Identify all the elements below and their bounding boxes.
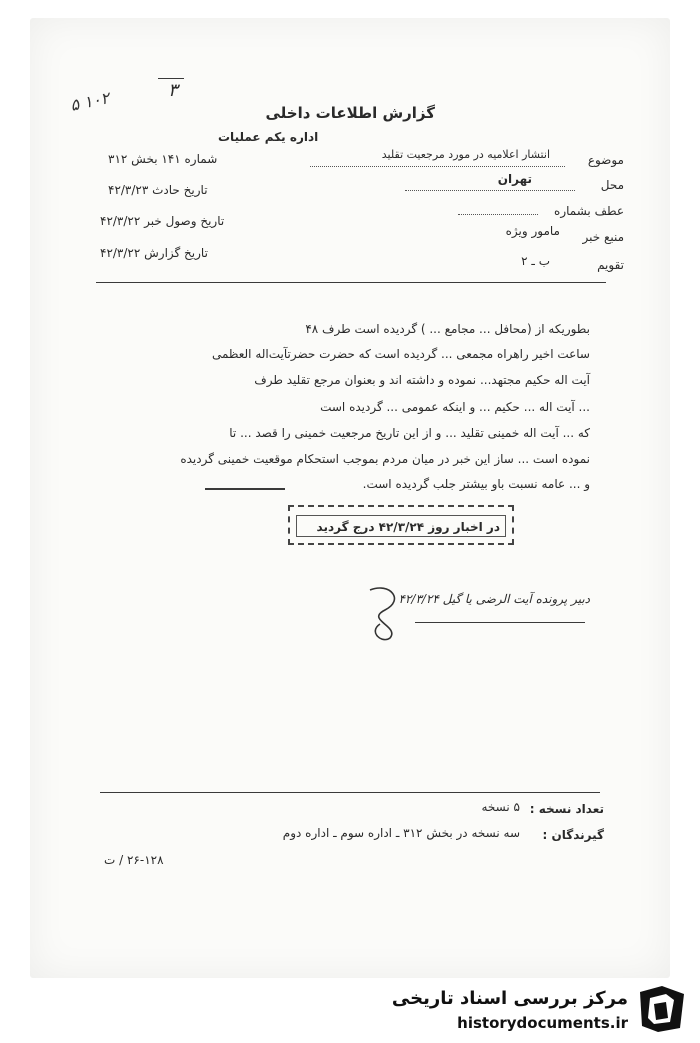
subject-label: موضوع <box>587 153 624 167</box>
copies-value: ۵ نسخه <box>481 800 520 814</box>
body-line-4: ... آیت اله ... حکیم ... و اینکه عمومی ... گردیده است <box>320 400 590 414</box>
event-date: تاریخ حادث ۴۲/۳/۲۳ <box>108 183 208 197</box>
subject-dotted-line <box>310 166 565 167</box>
place-label: محل <box>600 178 624 192</box>
recipients-value: سه نسخه در بخش ۳۱۲ ـ اداره سوم ـ اداره دوم <box>282 826 520 840</box>
body-line-2: ساعت اخیر راهراه مجمعی ... گردیده است که حضرت حضرتآیت‌اله العظمی <box>211 347 590 361</box>
body-line-1: بطوریکه از (محافل ... مجامع ... ) گردیده است طرف ۴۸ <box>305 322 590 336</box>
watermark-title: مرکز بررسی اسناد تاریخی <box>391 988 628 1009</box>
reference-label: عطف بشماره <box>554 204 624 218</box>
header-separator <box>96 282 606 283</box>
department-line: اداره یکم عملیات <box>218 130 319 144</box>
archive-logo-icon <box>636 984 688 1034</box>
number-line: شماره ۱۴۱ بخش ۳۱۲ <box>108 152 218 166</box>
signature-scribble <box>360 582 410 642</box>
source-value: مامور ویژه <box>505 224 560 238</box>
place-value: تهران <box>497 172 532 186</box>
news-stamp-text: در اخبار روز ۴۲/۳/۲۴ درج گردید <box>316 520 500 534</box>
evaluation-label: تقویم <box>597 258 624 272</box>
corner-fraction-line <box>158 78 184 79</box>
recipients-label: گیرندگان : <box>542 828 604 842</box>
body-line-6: نموده است ... ساز این خبر در میان مردم بموجب استحکام موقعیت خمینی گردیده <box>180 452 590 466</box>
corner-handwritten-number: ۵ ۱۰۲ <box>68 88 112 115</box>
news-received-date: تاریخ وصول خبر ۴۲/۳/۲۲ <box>100 214 225 228</box>
copies-label: تعداد نسخه : <box>529 802 604 816</box>
place-dotted-line <box>405 190 575 191</box>
corner-fraction: ۳ <box>168 80 178 101</box>
archive-code: ۲۶-۱۲۸ / ت <box>104 853 164 867</box>
report-date: تاریخ گزارش ۴۲/۳/۲۲ <box>100 246 208 260</box>
subject-value: انتشار اعلامیه در مورد مرجعیت تقلید <box>381 148 550 161</box>
body-end-dash <box>205 488 285 490</box>
source-label: منبع خبر <box>582 230 624 244</box>
body-line-3: آیت اله حکیم مجتهد... نموده و داشته اند و بعنوان مرجع تقلید طرف <box>254 373 590 387</box>
body-line-7: و ... عامه نسبت باو بیشتر جلب گردیده است. <box>362 477 590 491</box>
report-title: گزارش اطلاعات داخلی <box>265 104 435 122</box>
evaluation-value: ب ـ ۲ <box>521 254 550 268</box>
body-line-5: که ... آیت اله خمینی تقلید ... و از این تاریخ مرجعیت خمینی را قصد ... تا <box>229 426 590 440</box>
footer-separator <box>100 792 600 793</box>
reference-dotted-line <box>458 214 538 215</box>
signature-underline <box>415 622 585 623</box>
watermark-url: historydocuments.ir <box>457 1014 628 1032</box>
file-clerk-signature: دبیر پرونده آیت الرضی یا گیل ۴۲/۳/۲۴ <box>398 592 590 606</box>
